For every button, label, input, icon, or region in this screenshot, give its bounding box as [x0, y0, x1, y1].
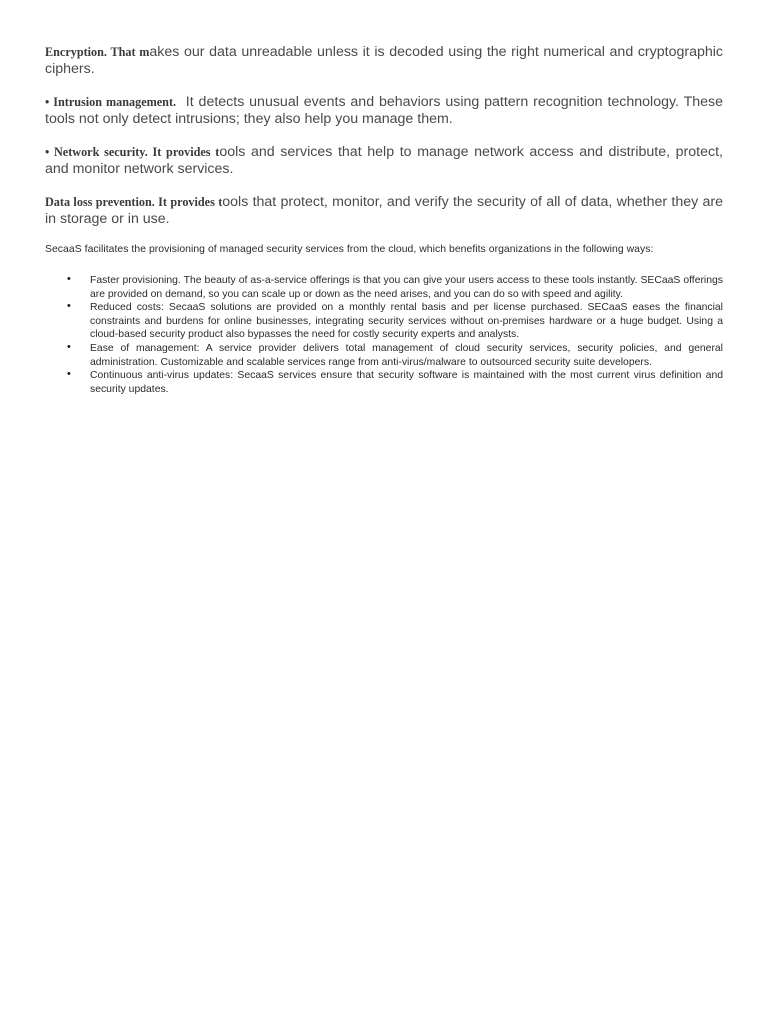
paragraph-body: It detects unusual events and behaviors using pattern recognition technology. These tools not only detect intrusions; they also help you manage them.: [45, 94, 727, 127]
paragraph-intrusion-management: [45, 94, 727, 128]
paragraph-network-security: [45, 144, 723, 178]
paragraph-body: ools and services that help to manage network access and distribute, protect, and monitor network services.: [45, 144, 723, 177]
benefits-list: [45, 274, 723, 396]
bullet-marker: •: [67, 300, 71, 313]
paragraph-body: akes our data unreadable unless it is decoded using the right numerical and cryptographic ciphers.: [45, 44, 723, 77]
list-item-text: Continuous anti-virus updates: SecaaS services ensure that security software is maintained with the most current virus definition and security updates.: [90, 370, 723, 395]
bullet-marker: •: [67, 273, 71, 285]
bullet-marker: •: [67, 340, 71, 353]
paragraph-body: ools that protect, monitor, and verify the security of all of data, whether they are in storage or in use.: [45, 194, 723, 227]
list-item-text: Reduced costs: SecaaS solutions are provided on a monthly rental basis and per license purchased. SECaaS eases the financial constraints and burdens for online businesses, integrating security services without on-premises hardware or a huge budget. Using a cloud-based security product also bypasses the need for costly security experts and analysts.: [90, 302, 723, 341]
list-item: [45, 274, 723, 301]
paragraph-data-loss-prevention: [45, 194, 723, 228]
list-item: [45, 342, 723, 369]
list-item: [45, 301, 723, 342]
list-item-text: Ease of management: A service provider delivers total management of cloud security services, security policies, and general administration. Customizable and scalable services range from anti-virus/malware to outsourced security suite developers.: [90, 342, 723, 368]
paragraph-lead: Data loss prevention. It provides t: [45, 195, 223, 209]
document-page: [45, 44, 727, 396]
paragraph-lead: • Intrusion management.: [45, 95, 177, 109]
bullet-marker: •: [67, 368, 71, 381]
paragraph-lead: Encryption. That m: [45, 45, 150, 59]
list-item-text: Faster provisioning. The beauty of as-a-service offerings is that you can give your users access to these tools instantly. SECaaS offerings are provided on demand, so you can scale up or down as the need arises, and you can do so with speed and agility.: [90, 275, 723, 300]
paragraph-encryption: [45, 44, 723, 78]
intro-paragraph: SecaaS facilitates the provisioning of managed security services from the cloud, which benefits organizations in the following ways:: [45, 244, 654, 255]
list-item: [45, 369, 723, 396]
paragraph-lead: • Network security. It provides t: [45, 145, 220, 159]
